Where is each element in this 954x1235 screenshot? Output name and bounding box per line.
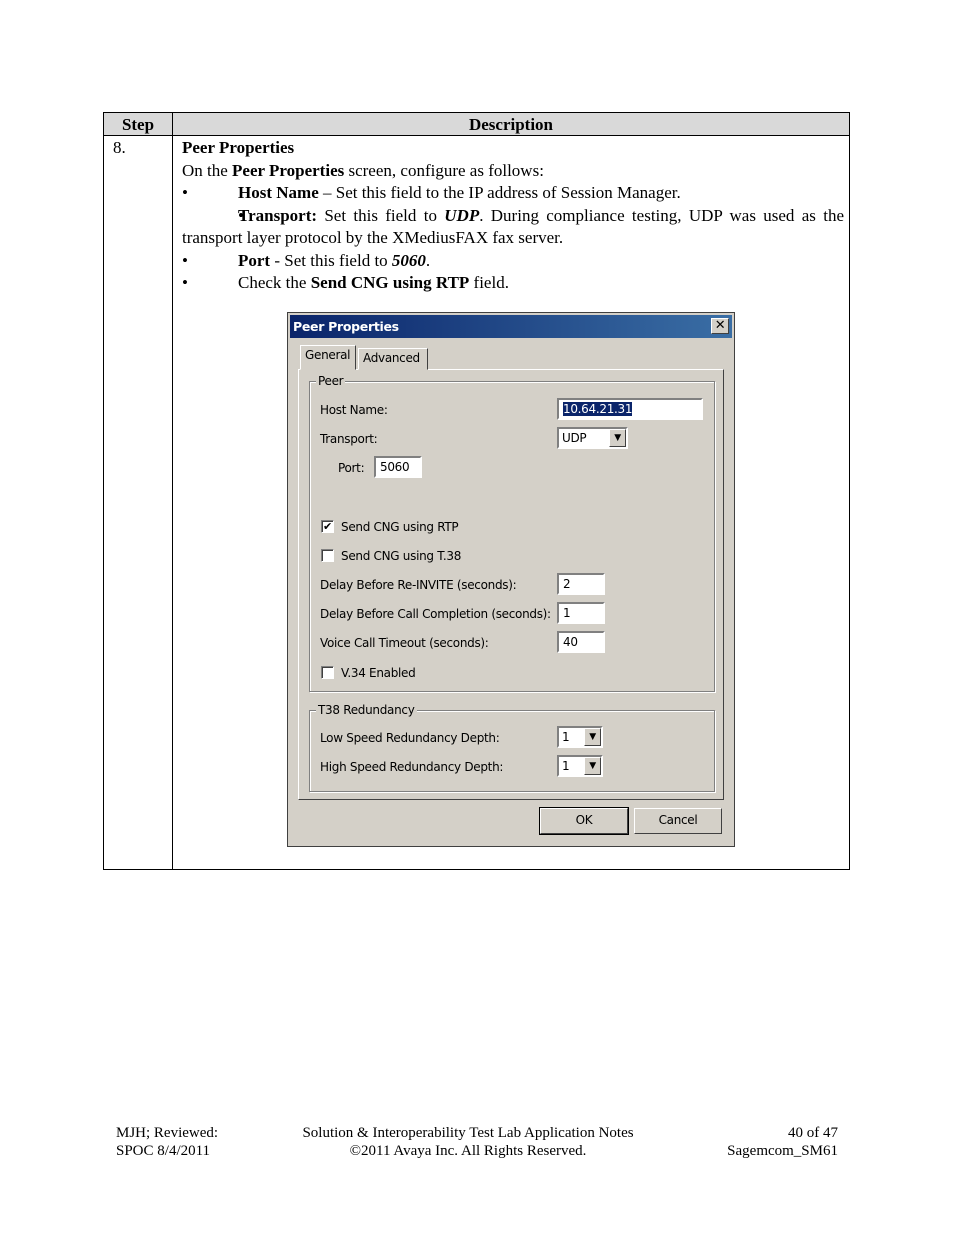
t38-redundancy-group — [309, 703, 715, 792]
low-speed-label: Low Speed Redundancy Depth: — [320, 731, 500, 745]
intro-text: On the Peer Properties screen, configure as follows: — [182, 160, 544, 180]
dialog-title: Peer Properties — [293, 319, 399, 334]
ok-button[interactable]: OK — [540, 808, 628, 834]
dialog-title-bar — [290, 315, 732, 338]
send-cng-rtp-label: Send CNG using RTP — [341, 520, 459, 534]
chevron-down-icon[interactable]: ▼ — [584, 757, 601, 775]
header-description: Description — [468, 115, 554, 134]
chevron-down-icon[interactable]: ▼ — [609, 429, 626, 447]
delay-reinvite-input[interactable]: 2 — [557, 573, 605, 595]
bullet-host-name: • Host Name – Set this field to the IP address of Session Manager. — [182, 182, 844, 205]
step-number: 8. — [113, 138, 126, 157]
step-heading: Peer Properties — [182, 138, 295, 157]
low-speed-select[interactable]: 1 ▼ — [557, 726, 603, 748]
send-cng-t38-label: Send CNG using T.38 — [341, 549, 462, 563]
send-cng-t38-checkbox[interactable] — [321, 549, 334, 562]
chevron-down-icon[interactable]: ▼ — [584, 728, 601, 746]
footer-right — [700, 1124, 838, 1160]
footer-left — [116, 1124, 218, 1160]
tab-advanced[interactable]: Advanced — [358, 348, 428, 370]
footer-author: MJH; Reviewed: — [116, 1125, 219, 1141]
header-step: Step — [121, 115, 155, 134]
bullet-port: • Port - Set this field to 5060. — [182, 250, 844, 273]
footer-doc-title: Solution & Interoperability Test Lab Application Notes — [302, 1125, 634, 1141]
table-header-row — [104, 113, 849, 136]
bullet-transport: • Transport: Set this field to UDP. During compliance testing, UDP was used as the transport layer protocol by the XMediusFAX fax server. — [182, 205, 844, 250]
footer-review: SPOC 8/4/2011 — [116, 1143, 211, 1159]
close-icon[interactable]: ✕ — [711, 318, 729, 334]
step-description — [182, 137, 844, 295]
column-divider — [172, 113, 173, 869]
t38-group-label: T38 Redundancy — [318, 703, 415, 717]
transport-label: Transport: — [320, 432, 378, 446]
bullet-send-cng: • Check the Send CNG using RTP field. — [182, 272, 844, 295]
peer-group-label: Peer — [318, 374, 344, 388]
footer-page-number: 40 of 47 — [788, 1125, 838, 1141]
voice-timeout-label: Voice Call Timeout (seconds): — [320, 636, 489, 650]
host-name-input[interactable]: 10.64.21.31 — [557, 398, 703, 420]
delay-completion-input[interactable]: 1 — [557, 602, 605, 624]
host-name-label: Host Name: — [320, 403, 388, 417]
footer-copyright: ©2011 Avaya Inc. All Rights Reserved. — [349, 1143, 587, 1159]
transport-select[interactable]: UDP ▼ — [557, 427, 628, 449]
peer-properties-dialog — [287, 312, 735, 847]
voice-timeout-input[interactable]: 40 — [557, 631, 605, 653]
v34-checkbox[interactable] — [321, 666, 334, 679]
cancel-button[interactable]: Cancel — [634, 808, 722, 834]
footer-center — [268, 1124, 668, 1160]
footer-doc-id: Sagemcom_SM61 — [727, 1143, 838, 1159]
tab-general[interactable]: General — [300, 345, 356, 370]
delay-completion-label: Delay Before Call Completion (seconds): — [320, 607, 551, 621]
send-cng-rtp-checkbox[interactable]: ✔ — [321, 520, 334, 533]
high-speed-label: High Speed Redundancy Depth: — [320, 760, 504, 774]
v34-label: V.34 Enabled — [341, 666, 416, 680]
port-label: Port: — [338, 461, 365, 475]
delay-reinvite-label: Delay Before Re-INVITE (seconds): — [320, 578, 517, 592]
port-input[interactable]: 5060 — [374, 456, 422, 478]
high-speed-select[interactable]: 1 ▼ — [557, 755, 603, 777]
